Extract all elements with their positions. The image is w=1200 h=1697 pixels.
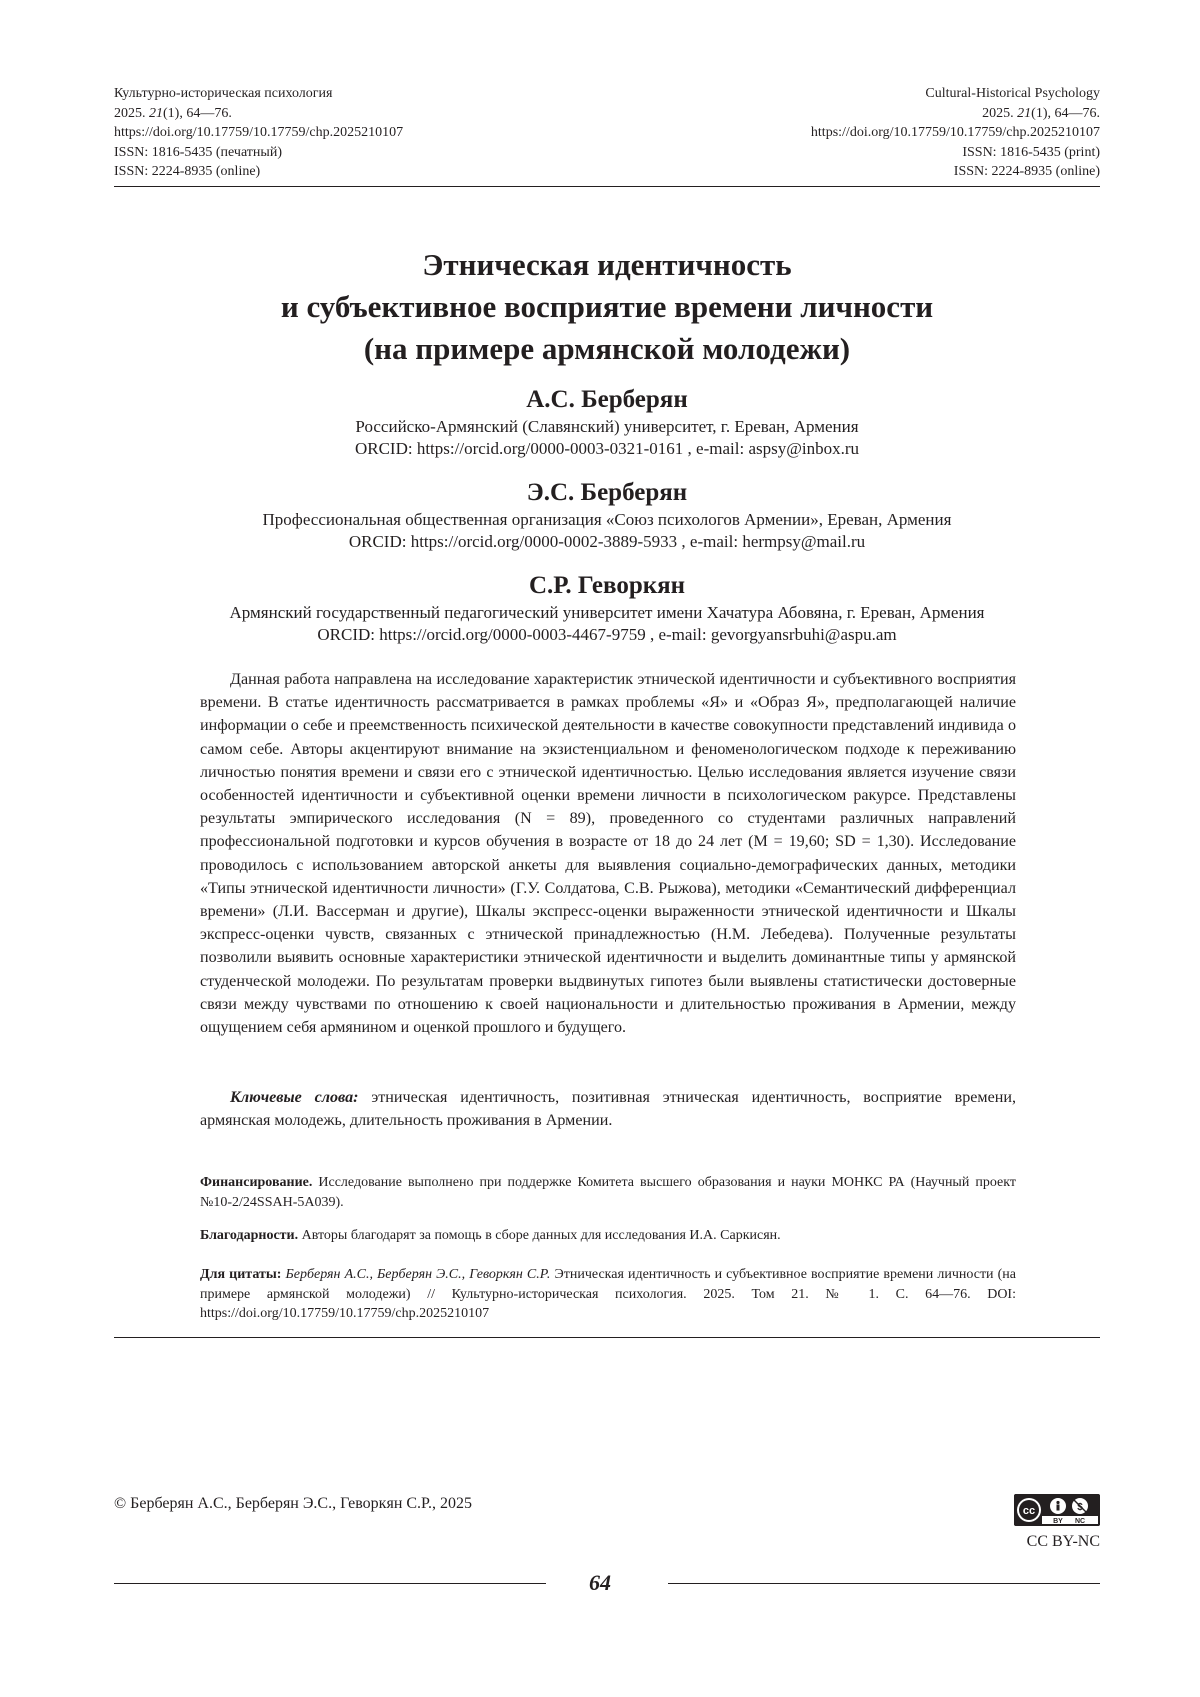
author-1 [114,384,1100,460]
issue-info-ru: 2025. 21(1), 64—76. [114,104,403,124]
author-3 [114,570,1100,646]
copyright-notice: © Берберян А.С., Берберян Э.С., Геворкян С.Р., 2025 [114,1494,472,1514]
citation-text: Этническая идентичность и субъективное восприятие времени личности (на примере армянской молодежи) // Культурно-историческая психология. 2025. Том 21. № 1. С. 64—76. DOI: https://doi.org/10.17759/10.17759/chp.2025210107 [200,1267,1016,1321]
funding-label: Финансирование. [200,1175,312,1190]
acknowledgements-text: Авторы благодарят за помощь в сборе данных для исследования И.А. Саркисян. [298,1228,781,1243]
title-line-1: Этническая идентичность [114,244,1100,286]
author-affiliation: Армянский государственный педагогический университет имени Хачатура Абовяна, г. Ереван, Армения [114,602,1100,624]
cc-badge-cc: cc [1023,1505,1035,1517]
license-label: CC BY-NC [1008,1532,1100,1552]
article-title [114,244,1100,370]
issn-print-ru: ISSN: 1816-5435 (печатный) [114,143,403,163]
issn-online-ru: ISSN: 2224-8935 (online) [114,162,403,182]
author-name: Э.С. Берберян [114,477,1100,509]
keywords-text: этническая идентичность, позитивная этническая идентичность, восприятие времени, армянская молодежь, длительность проживания в Армении. [200,1089,1016,1129]
section-divider [114,1337,1100,1338]
header-right [811,84,1100,182]
abstract-text: Данная работа направлена на исследование характеристик этнической идентичности и субъективного восприятия времени. В статье идентичность рассматривается в рамках проблемы «Я» и «Образ Я», предполагающей наличие информации о себе и преемственность психической деятельности в качестве совокупности представлений индивида о самом себе. Авторы акцентируют внимание на экзистенциальном и феноменологическом подходе к переживанию личностью понятия времени и связи его с этнической идентичностью. Целью исследования является изучение связи особенностей идентичности и субъективной оценки времени личности в психологическом ракурсе. Представлены результаты эмпирического исследования (N = 89), проведенного со студентами различных направлений профессиональной подготовки и курсов обучения в возрасте от 18 до 24 лет (M = 19,60; SD = 1,30). Исследование проводилось с использованием авторской анкеты для выявления социально-демографических данных, методики «Типы этнической идентичности личности» (Г.У. Солдатова, С.В. Рыжова), методики «Семантический дифференциал времени» (Л.И. Вассерман и другие), Шкалы экспресс-оценки выраженности этнической идентичности и Шкалы экспресс-оценки чувств, связанных с этнической принадлежностью (Н.М. Лебедева). Полученные результаты позволили выявить основные характеристики этнической идентичности и выделить доминантные типы у армянской студенческой молодежи. По результатам проверки выдвинутых гипотез были выявлены статистически достоверные связи между чувствами по отношению к своей национальности и длительностью проживания в Армении, между ощущением себя армянином и оценкой прошлого и будущего. [200,668,1016,1039]
citation [200,1265,1016,1324]
doi-link-ru[interactable]: https://doi.org/10.17759/10.17759/chp.2025210107 [114,123,403,143]
citation-authors: Берберян А.С., Берберян Э.С., Геворкян С.Р. [281,1267,550,1282]
funding-text: Исследование выполнено при поддержке Комитета высшего образования и науки МОНКС РА (Научный проект №10-2/24SSAH-5A039). [200,1175,1016,1210]
journal-name-en: Cultural-Historical Psychology [811,84,1100,104]
author-contacts[interactable]: ORCID: https://orcid.org/0000-0003-4467-9759 , e-mail: gevorgyansrbuhi@aspu.am [114,624,1100,646]
author-contacts[interactable]: ORCID: https://orcid.org/0000-0002-3889-5933 , e-mail: hermpsy@mail.ru [114,531,1100,553]
author-name: А.С. Берберян [114,384,1100,416]
author-affiliation: Российско-Армянский (Славянский) университет, г. Ереван, Армения [114,416,1100,438]
author-affiliation: Профессиональная общественная организация «Союз психологов Армении», Ереван, Армения [114,509,1100,531]
title-line-3: (на примере армянской молодежи) [114,328,1100,370]
cc-badge-nc: NC [1075,1518,1085,1525]
acknowledgements [200,1226,1016,1246]
doi-link-en[interactable]: https://doi.org/10.17759/10.17759/chp.2025210107 [811,123,1100,143]
journal-name-ru: Культурно-историческая психология [114,84,403,104]
cc-license-icon[interactable] [1014,1494,1100,1526]
svg-text:$: $ [1077,1502,1083,1513]
citation-label: Для цитаты: [200,1267,281,1282]
keywords-label: Ключевые слова: [230,1089,359,1106]
issn-online-en: ISSN: 2224-8935 (online) [811,162,1100,182]
header-left [114,84,403,182]
abstract [200,668,1016,1039]
author-2 [114,477,1100,553]
author-contacts[interactable]: ORCID: https://orcid.org/0000-0003-0321-0161 , e-mail: aspsy@inbox.ru [114,438,1100,460]
page-number: 64 [560,1570,640,1596]
footer-rule-left [114,1583,546,1584]
issue-info-en: 2025. 21(1), 64—76. [811,104,1100,124]
cc-badge-by: BY [1053,1518,1063,1525]
funding [200,1173,1016,1212]
footer-rule-right [668,1583,1100,1584]
acknowledgements-label: Благодарности. [200,1228,298,1243]
keywords [200,1086,1016,1132]
issn-print-en: ISSN: 1816-5435 (print) [811,143,1100,163]
journal-header [114,84,1100,187]
title-line-2: и субъективное восприятие времени личности [114,286,1100,328]
author-name: С.Р. Геворкян [114,570,1100,602]
